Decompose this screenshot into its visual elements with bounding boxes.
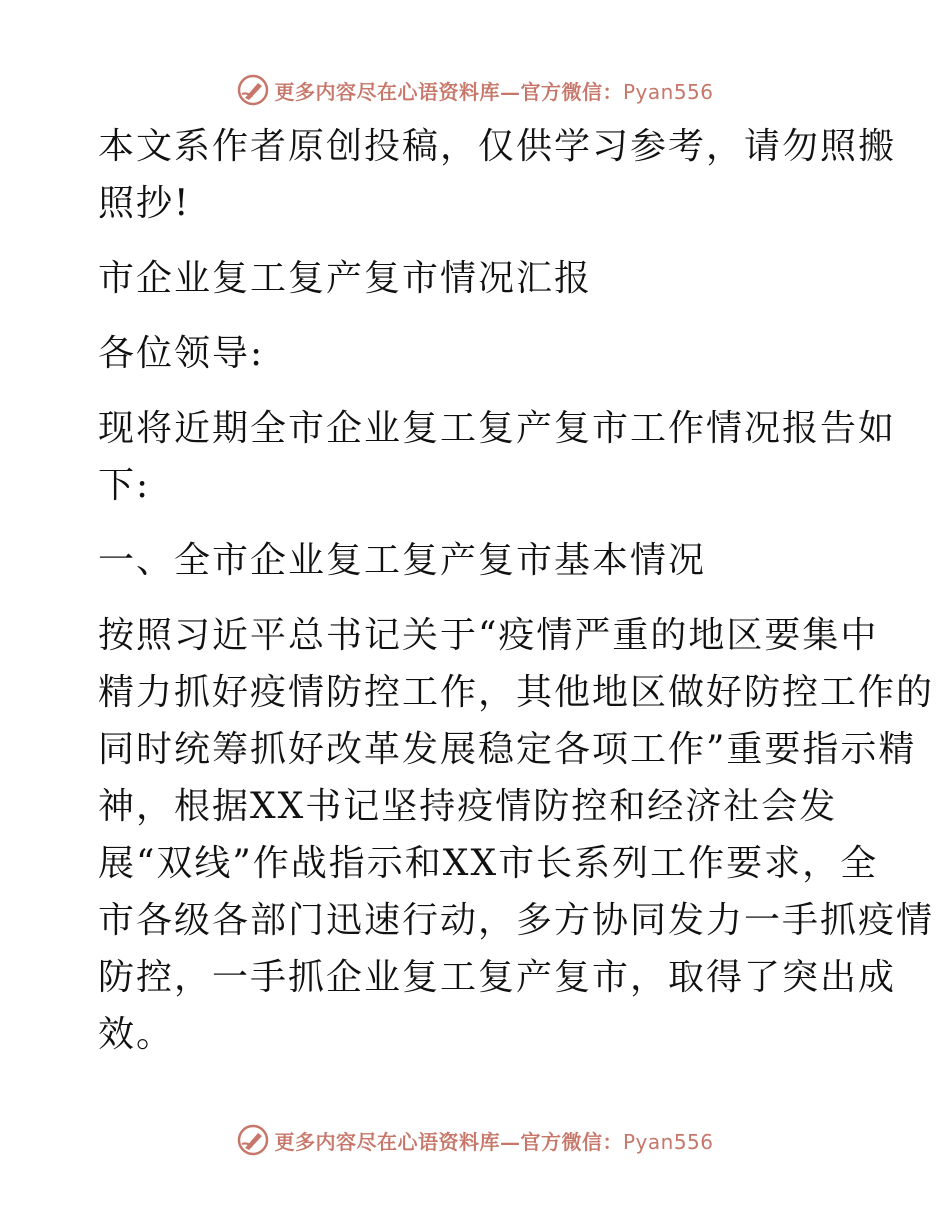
watermark-text: 更多内容尽在心语资料库—官方微信：Pyan556 [274,1129,714,1154]
body-line-1: 按照习近平总书记关于“疫情严重的地区要集中 [98,615,879,656]
intro-line-2: 下: [98,465,151,506]
body-line-2: 精力抓好疫情防控工作，其他地区做好防控工作的 [98,672,935,713]
body-line-3: 同时统筹抓好改革发展稳定各项工作”重要指示精 [98,729,917,770]
watermark-text: 更多内容尽在心语资料库—官方微信：Pyan556 [274,79,714,104]
pen-logo-icon [236,1123,270,1157]
body-line-5: 展“双线”作战指示和XX市长系列工作要求，全 [98,843,879,884]
disclaimer-line-2: 照抄! [98,183,191,224]
intro-line-1: 现将近期全市企业复工复产复市工作情况报告如 [98,408,897,449]
salutation: 各位领导: [98,333,265,374]
body-line-6: 市各级各部门迅速行动，多方协同发力一手抓疫情 [98,900,935,941]
document-title: 市企业复工复产复市情况汇报 [98,258,593,299]
body-line-4: 神，根据XX书记坚持疫情防控和经济社会发 [98,786,838,827]
watermark-footer [0,1120,950,1160]
body-line-8: 效。 [98,1014,175,1055]
body-line-7: 防控，一手抓企业复工复产复市，取得了突出成 [98,957,897,998]
section-heading-1: 一、全市企业复工复产复市基本情况 [98,540,707,581]
disclaimer-line-1: 本文系作者原创投稿，仅供学习参考，请勿照搬 [98,126,897,167]
